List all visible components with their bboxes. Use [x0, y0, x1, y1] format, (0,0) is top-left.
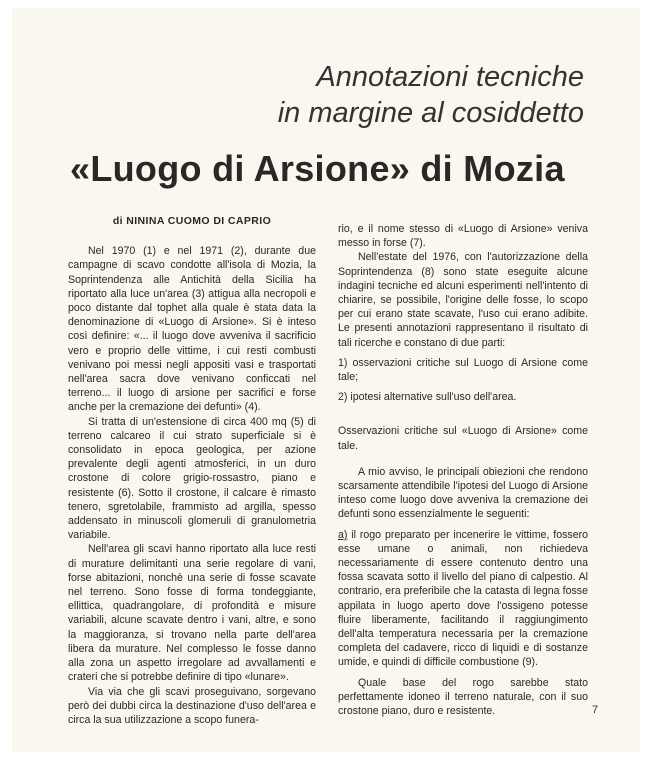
paragraph: Nell'estate del 1976, con l'autorizzazione della Soprintendenza (8) sono state eseguite alcune indagini tecniche ed alcuni esperimenti nell'intento di chiarire, se possibile, l'origine delle fosse, lo scopo per cui erano state scavate, l'uso cui erano adibite. Le presenti annotazioni rappresentano il risultato di tali ricerche e constano di due parti:	[338, 251, 588, 349]
header-line-1: Annotazioni tecniche	[316, 61, 584, 93]
right-column	[338, 222, 588, 718]
paragraph: Nel 1970 (1) e nel 1971 (2), durante due campagne di scavo condotte all'isola di Mozia, la Soprintendenza alle Antichità della Sicilia ha riportato alla luce un'area (3) attigua alla necropoli e poco distante dal tophet alla quale è stata data la denominazione di «Luogo di Arsione». Si è inteso così definire: «... il luogo dove avveniva il sacrificio vero e proprio delle vittime, i cui resti combusti venivano poi messi negli appositi vasi e trasportati nell'area sacra dove venivano conficcati nel terreno... il luogo di arsione per sacrifici e forse anche per la cremazione dei defunti» (4).	[68, 245, 316, 414]
paragraph: Via via che gli scavi proseguivano, sorgevano però dei dubbi circa la destinazione d'uso dell'area e circa la sua utilizzazione a scopo funera-	[68, 685, 316, 726]
author-byline: di NININA CUOMO DI CAPRIO	[112, 215, 272, 227]
item-text: il rogo preparato per incenerire le vittime, fossero esse umane o animali, non richiedeva necessariamente di essere contenuto dentro una fossa scavata sotto il livello del piano di calpestio. Al contrario, era preferibile che la catasta di legna fosse appilata in luogo aperto dove l'ossigeno potesse fluire liberamente, facilitando il raggiungimento dell'alta temperatura necessaria per la cremazione completa del cadavere, ricco di liquidi e di sostanze umide, e quindi di difficile combustione (9).	[338, 528, 588, 669]
item-label: a)	[338, 528, 348, 541]
list-item: 2) ipotesi alternative sull'uso dell'area.	[338, 391, 517, 404]
paragraph: rio, e il nome stesso di «Luogo di Arsione» veniva messo in forse (7).	[338, 223, 588, 250]
left-column	[68, 214, 316, 727]
paragraph: Quale base del rogo sarebbe stato perfettamente idoneo il terreno naturale, con il suo crostone piano, duro e resistente.	[338, 676, 588, 718]
header-line-2: in margine al cosiddetto	[277, 97, 584, 129]
article-title: «Luogo di Arsione» di Mozia	[70, 148, 565, 189]
paragraph: Nell'area gli scavi hanno riportato alla luce resti di murature delimitanti una serie regolare di vani, forse abitazioni, nonchè una serie di fosse scavate nel terreno. Sono fosse di forma tondeggiante, ellittica, quadrangolare, di profondità e misure variabili, alcune scavate dentro i vani, altre, e sono la maggioranza, si trovano nella parte dell'area libera da murature. Nel complesso le fosse danno alla zona un aspetto irregolare ad avvallamenti e crateri che si potrebbe definire di tipo «lunare».	[68, 543, 316, 684]
paragraph: Si tratta di un'estensione di circa 400 mq (5) di terreno calcareo il cui strato superficiale si è consolidato in epoca geologica, per azione prevalente degli agenti atmosferici, in un duro crostone di colore grigio-rossastro, piano e resistente (6). Sotto il crostone, il calcare è rimasto tenero, sgretolabile, frammisto ad argilla, spesso addensato in minuscoli glomeruli di granulometria variabile.	[68, 415, 316, 542]
list-item: 1) osservazioni critiche sul Luogo di Arsione come tale;	[338, 356, 588, 384]
paragraph: A mio avviso, le principali obiezioni che rendono scarsamente attendibile l'ipotesi del Luogo di Arsione inteso come luogo dove avveniva la cremazione dei defunti sono essenzialmente le seguenti:	[338, 465, 588, 521]
page-number: 7	[592, 704, 599, 716]
section-heading: Osservazioni critiche sul «Luogo di Arsione» come tale.	[338, 425, 588, 452]
page	[12, 8, 640, 752]
paragraph-a	[338, 528, 588, 670]
